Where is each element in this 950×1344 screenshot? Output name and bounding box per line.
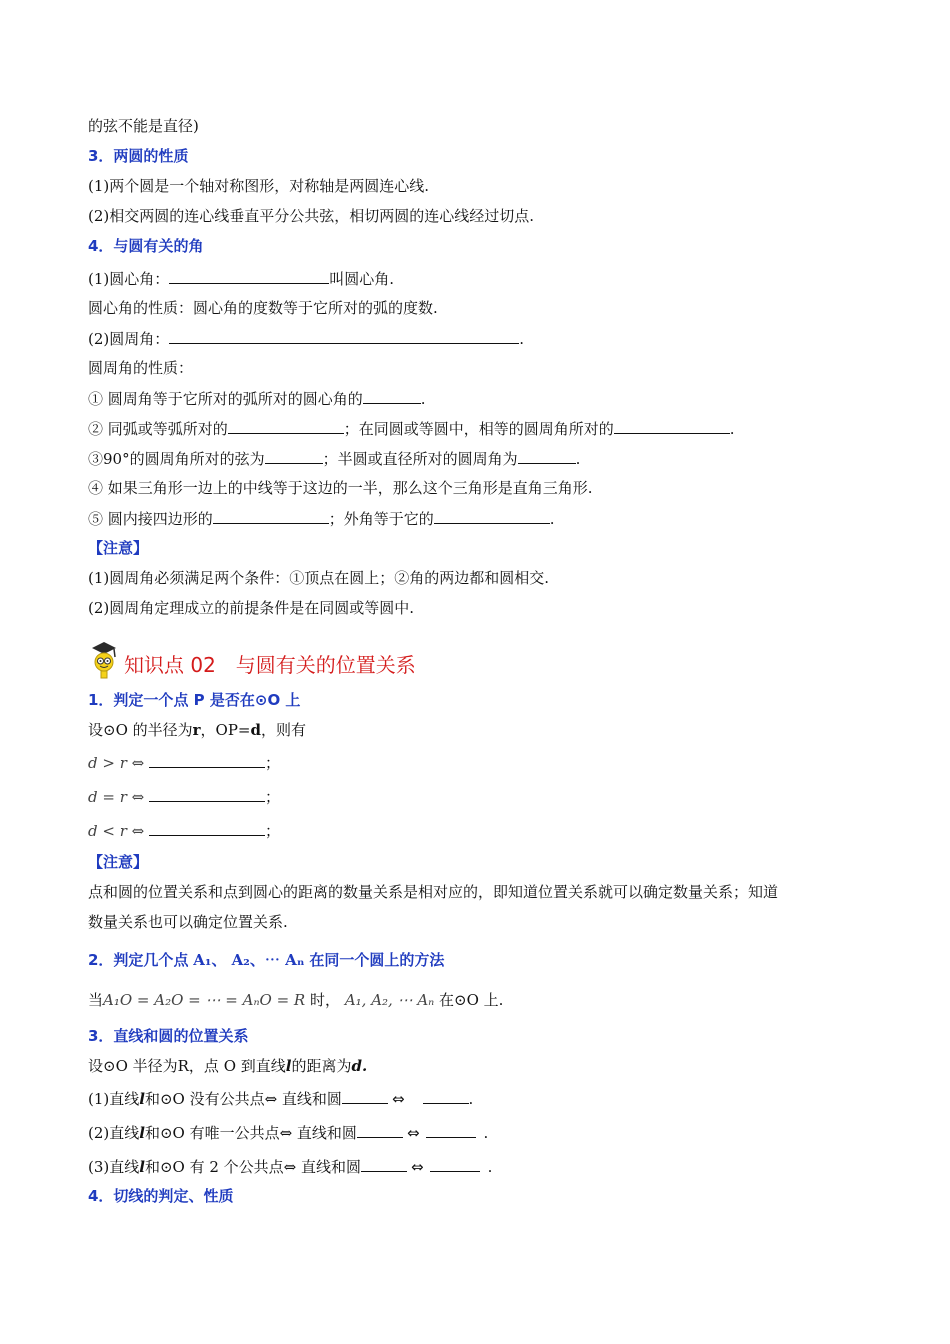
fill-blank: [149, 786, 265, 802]
math-expression: A₁、 A₂、⋯ Aₙ: [193, 951, 305, 969]
text-line: [88, 1122, 488, 1143]
text-line: 点和圆的位置关系和点到圆心的距离的数量关系是相对应的，即知道位置关系就可以确定数量关系；知道: [88, 883, 779, 901]
text: 和⊙O 有唯一公共点⇔ 直线和圆: [144, 1124, 357, 1142]
text: 和⊙O 没有公共点⇔ 直线和圆: [144, 1090, 342, 1108]
text: l: [285, 1057, 292, 1075]
heading-two-circles: 3．两圆的性质: [88, 147, 189, 165]
fill-blank: [518, 448, 576, 464]
text-line: 圆周角的性质：: [88, 359, 194, 377]
fill-blank: [434, 508, 550, 524]
math-expression: d < r ⇔: [88, 822, 145, 840]
fill-blank: [614, 418, 730, 434]
text-line: [88, 388, 426, 409]
text-line: [88, 950, 444, 970]
text: .: [575, 450, 581, 468]
fill-blank: [265, 448, 323, 464]
text: 设⊙O 半径为R，点 O 到直线: [88, 1057, 286, 1075]
text-line: (1)圆周角必须满足两个条件：①顶点在圆上；②角的两边都和圆相交.: [88, 569, 550, 587]
fill-blank: [169, 268, 329, 284]
math-expression: d > r ⇔: [88, 754, 145, 772]
text-line: [88, 1156, 492, 1177]
text-line: [88, 990, 503, 1010]
section-title: [88, 640, 416, 680]
fill-blank: [149, 820, 265, 836]
text: (1)圆心角：: [88, 270, 170, 288]
text: 的距离为: [291, 1057, 352, 1075]
text: d.: [351, 1057, 368, 1075]
text: (2)圆周角：: [88, 330, 170, 348]
text: 设⊙O 的半径为: [88, 721, 193, 739]
text: .: [483, 1124, 489, 1142]
text: ② 同弧或等弧所对的: [88, 420, 228, 438]
fill-blank: [361, 1156, 407, 1172]
text: d: [250, 721, 262, 739]
text-line: [88, 418, 735, 439]
text: 叫圆心角.: [329, 270, 395, 288]
text: .: [487, 1158, 493, 1176]
text-line: (2)圆周角定理成立的前提条件是在同圆或等圆中.: [88, 599, 415, 617]
text: ；半圆或直径所对的圆周角为: [322, 450, 518, 468]
text-line: [88, 820, 280, 841]
text: ③90°的圆周角所对的弦为: [88, 450, 265, 468]
text: 在⊙O 上.: [439, 991, 504, 1009]
text: ⇔: [391, 1090, 405, 1108]
heading-tangent: 4．切线的判定、性质: [88, 1187, 234, 1205]
text: ；外角等于它的: [328, 510, 434, 528]
text-line: [88, 752, 280, 773]
text: (2)直线: [88, 1124, 140, 1142]
text-line: [88, 508, 555, 529]
text: .: [468, 1090, 474, 1108]
heading-concyclic-tail: 在同一个圆上的方法: [309, 951, 445, 969]
text: ⇔: [406, 1124, 420, 1142]
fill-blank: [357, 1122, 403, 1138]
text-line: 的弦不能是直径): [88, 117, 199, 135]
text: ① 圆周角等于它所对的弧所对的圆心角的: [88, 390, 363, 408]
text: ；: [265, 754, 281, 772]
math-expression: d = r ⇔: [88, 788, 145, 806]
note-label: 【注意】: [88, 853, 149, 871]
fill-blank: [342, 1088, 388, 1104]
text: 时，: [310, 991, 341, 1009]
text-line: [88, 720, 306, 740]
text: .: [519, 330, 525, 348]
text: (1)直线: [88, 1090, 140, 1108]
text: .: [549, 510, 555, 528]
heading-point-on-circle: 1．判定一个点 P 是否在⊙O 上: [88, 691, 301, 709]
text-line: [88, 1056, 367, 1076]
text: .: [729, 420, 735, 438]
text: 和⊙O 有 2 个公共点⇔ 直线和圆: [144, 1158, 362, 1176]
text-line: ④ 如果三角形一边上的中线等于这边的一半，那么这个三角形是直角三角形.: [88, 479, 593, 497]
fill-blank: [213, 508, 329, 524]
fill-blank: [228, 418, 344, 434]
text: ⇔: [411, 1158, 424, 1176]
heading-circle-angles: 4．与圆有关的角: [88, 237, 204, 255]
text: ；: [265, 822, 281, 840]
text: ，则有: [261, 721, 307, 739]
fill-blank: [149, 752, 265, 768]
text: (3)直线: [88, 1158, 140, 1176]
heading-concyclic: 2．判定几个点: [88, 951, 189, 969]
text-line: 数量关系也可以确定位置关系.: [88, 913, 288, 931]
math-expression: A₁O = A₂O = ⋯ = AₙO = R: [103, 991, 306, 1009]
text: ；在同圆或等圆中，相等的圆周角所对的: [343, 420, 614, 438]
fill-blank: [430, 1156, 480, 1172]
text-line: [88, 786, 280, 807]
text: ；: [265, 788, 281, 806]
text: r: [192, 721, 201, 739]
text: l: [139, 1090, 145, 1108]
fill-blank: [426, 1122, 476, 1138]
heading-line-circle: 3．直线和圆的位置关系: [88, 1027, 249, 1045]
text-line: 圆心角的性质：圆心角的度数等于它所对的弧的度数.: [88, 299, 438, 317]
text: ，OP=: [200, 721, 251, 739]
text: 当: [88, 991, 104, 1009]
text: l: [139, 1158, 145, 1176]
text-line: [88, 1088, 473, 1109]
text-line: (1)两个圆是一个轴对称图形，对称轴是两圆连心线.: [88, 177, 430, 195]
text: ⑤ 圆内接四边形的: [88, 510, 213, 528]
section-title-text: 知识点 02 与圆有关的位置关系: [124, 653, 416, 677]
text-line: [88, 328, 524, 349]
graduate-icon: [88, 640, 120, 680]
math-expression: A₁, A₂, ⋯ Aₙ: [344, 991, 435, 1009]
text: .: [420, 390, 426, 408]
fill-blank: [423, 1088, 469, 1104]
fill-blank: [169, 328, 519, 344]
text-line: [88, 268, 394, 289]
fill-blank: [363, 388, 421, 404]
note-label: 【注意】: [88, 539, 149, 557]
text: l: [139, 1124, 145, 1142]
text-line: [88, 448, 580, 469]
text-line: (2)相交两圆的连心线垂直平分公共弦，相切两圆的连心线经过切点.: [88, 207, 535, 225]
